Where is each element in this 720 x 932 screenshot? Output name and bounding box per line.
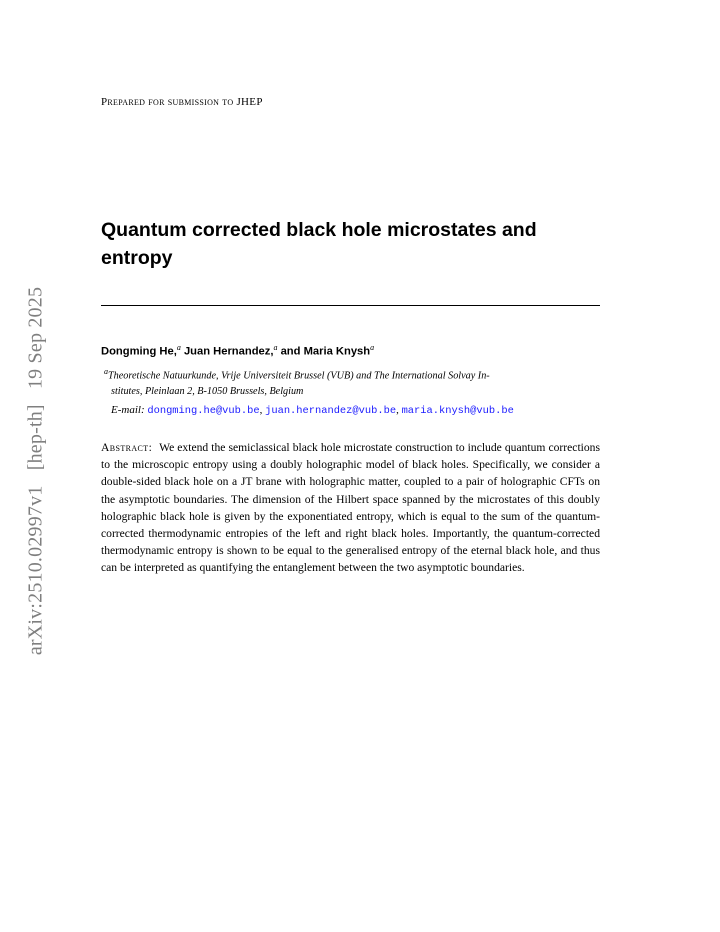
affiliation — [104, 364, 600, 399]
abstract — [101, 439, 600, 577]
author-affiliation-mark: a — [370, 343, 375, 352]
affiliation-line-2: stitutes, Pleinlaan 2, B-1050 Brussels, Belgium — [111, 385, 304, 397]
paper-title: Quantum corrected black hole microstates and entropy — [101, 219, 537, 269]
email-line: E-mail: dongming.he@vub.be, juan.hernandez@vub.be, maria.knysh@vub.be — [111, 404, 514, 417]
journal-line: Prepared for submission to JHEP — [101, 96, 263, 108]
arxiv-date: 19 Sep 2025 — [24, 286, 47, 390]
author-name: Dongming He, — [101, 345, 177, 358]
abstract-text: We extend the semiclassical black hole microstate construction to include quantum corrections to the microscopic entropy using a doubly holographic model of black holes. Specifically, we consider a double-sided black hole on a JT brane with holographic matter, coupled to a pair of holographic CFTs on the asymptotic boundaries. The dimension of the Hilbert space spanned by the microstates of this doubly holographic black hole is given by the exponentiated entropy, which is equal to the sum of the quantum-corrected thermodynamic entropies of the left and right black holes. Importantly, the quantum-corrected thermodynamic entropy is shown to be equal to the generalised entropy of the eternal black hole, and thus can be interpreted as quantifying the entanglement between the two asymptotic boundaries. — [101, 441, 600, 575]
abstract-label: Abstract: — [101, 441, 153, 454]
arxiv-category: [hep-th] — [24, 404, 47, 471]
arxiv-identifier-stamp — [25, 277, 48, 655]
title-rule — [101, 305, 600, 306]
email-link-he[interactable]: dongming.he@vub.be — [147, 405, 260, 417]
author-name: and Maria Knysh — [280, 345, 371, 358]
affiliation-mark: a — [104, 367, 108, 376]
affiliation-line-1: Theoretische Natuurkunde, Vrije Universiteit Brussel (VUB) and The International Solvay In- — [108, 370, 490, 382]
author-affiliation-mark: a — [176, 343, 181, 352]
email-link-knysh[interactable]: maria.knysh@vub.be — [401, 405, 514, 417]
email-link-hernandez[interactable]: juan.hernandez@vub.be — [265, 405, 397, 417]
author-name: Juan Hernandez, — [183, 345, 274, 358]
author-list — [101, 343, 374, 358]
author-affiliation-mark: a — [273, 343, 278, 352]
arxiv-id: arXiv:2510.02997v1 — [24, 485, 47, 656]
email-label: E-mail: — [111, 404, 145, 416]
